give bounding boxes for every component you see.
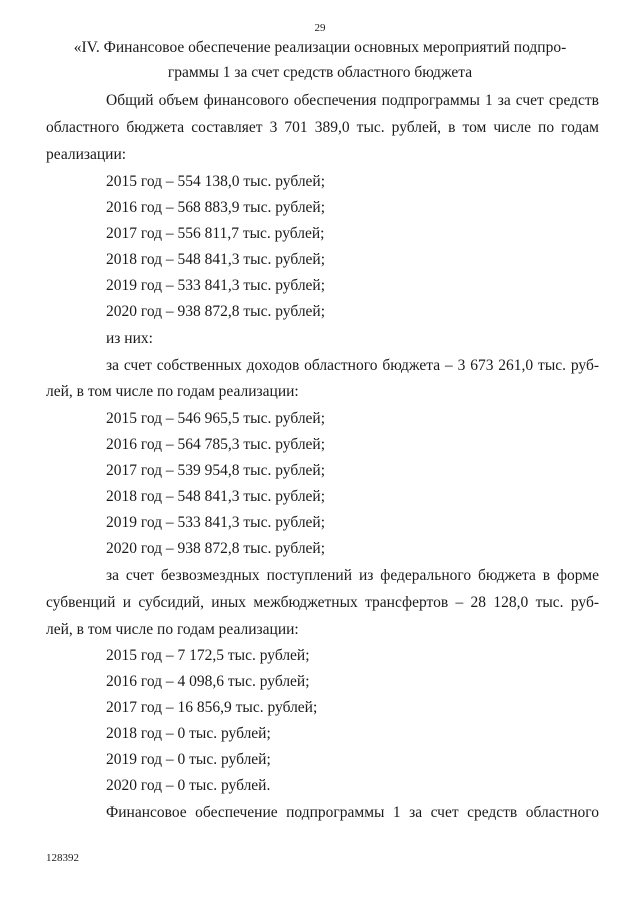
list-item: 2015 год – 554 138,0 тыс. рублей; (106, 173, 326, 190)
list-item: 2016 год – 564 785,3 тыс. рублей; (106, 436, 326, 453)
list-item: 2017 год – 556 811,7 тыс. рублей; (106, 225, 325, 242)
list-item: 2015 год – 546 965,5 тыс. рублей; (106, 410, 326, 427)
federal-line-3: лей, в том числе по годам реализации: (46, 621, 299, 638)
closing-line: Финансовое обеспечение подпрограммы 1 за счет средств областного (106, 804, 599, 821)
federal-line-2: субвенций и субсидий, иных межбюджетных трансфертов – 28 128,0 тыс. руб- (46, 594, 599, 611)
list-item: 2017 год – 16 856,9 тыс. рублей; (106, 699, 318, 716)
list-item: 2018 год – 548 841,3 тыс. рублей; (106, 488, 326, 505)
list-item: 2019 год – 533 841,3 тыс. рублей; (106, 514, 326, 531)
federal-line-1: за счет безвозмездных поступлений из федерального бюджета в форме (106, 567, 599, 584)
section-heading-line-2: граммы 1 за счет средств областного бюджета (167, 64, 473, 81)
list-item: 2020 год – 938 872,8 тыс. рублей; (106, 540, 326, 557)
intro-line-3: реализации: (46, 146, 127, 163)
own-income-line-1: за счет собственных доходов областного бюджета – 3 673 261,0 тыс. руб- (106, 357, 599, 374)
intro-line-2: областного бюджета составляет 3 701 389,0 тыс. рублей, в том числе по годам (46, 119, 599, 136)
of-which-label: из них: (106, 330, 153, 347)
list-item: 2015 год – 7 172,5 тыс. рублей; (106, 647, 310, 664)
page-number: 29 (314, 22, 326, 34)
footer-code: 128392 (46, 852, 79, 864)
list-item: 2020 год – 0 тыс. рублей. (106, 777, 271, 794)
list-item: 2020 год – 938 872,8 тыс. рублей; (106, 303, 326, 320)
list-item: 2017 год – 539 954,8 тыс. рублей; (106, 462, 326, 479)
list-item: 2016 год – 4 098,6 тыс. рублей; (106, 673, 310, 690)
list-item: 2018 год – 548 841,3 тыс. рублей; (106, 251, 326, 268)
section-heading-line-1: «IV. Финансовое обеспечение реализации основных мероприятий подпро- (73, 39, 567, 56)
intro-line-1: Общий объем финансового обеспечения подпрограммы 1 за счет средств (106, 92, 599, 109)
list-item: 2019 год – 533 841,3 тыс. рублей; (106, 277, 326, 294)
list-item: 2016 год – 568 883,9 тыс. рублей; (106, 199, 326, 216)
list-item: 2019 год – 0 тыс. рублей; (106, 751, 271, 768)
own-income-line-2: лей, в том числе по годам реализации: (46, 383, 299, 400)
list-item: 2018 год – 0 тыс. рублей; (106, 725, 271, 742)
